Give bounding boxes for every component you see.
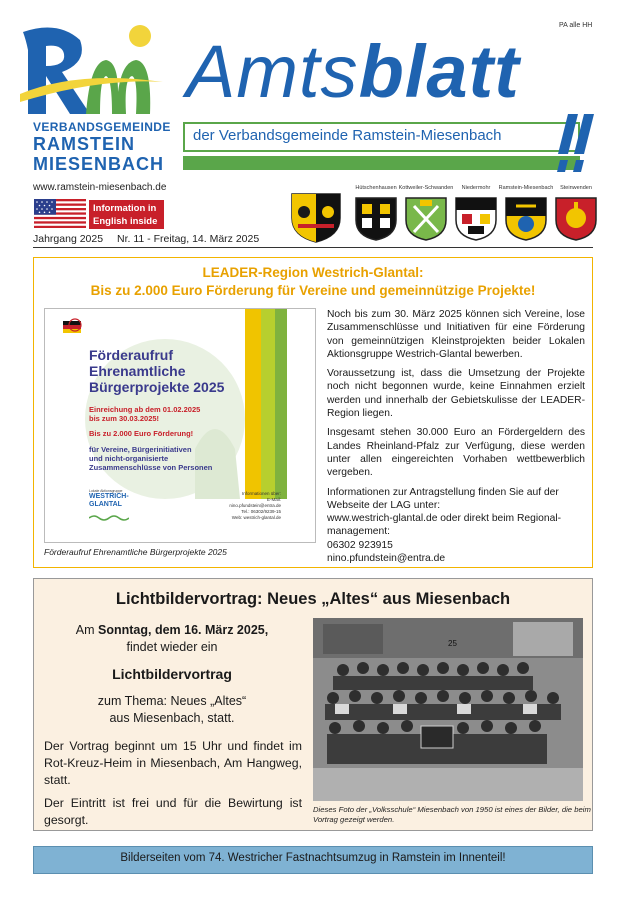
poster-contact [221, 491, 281, 521]
leader-contact-web-cont: management: [327, 526, 390, 538]
photo-sign-number: 25 [448, 639, 457, 648]
logo-text-miesenbach: MIESENBACH [33, 154, 165, 174]
masthead-part-amts: Amts [186, 30, 359, 113]
lag-logo-small: Lokale Aktionsgruppe [89, 489, 123, 493]
issue-date: Nr. 11 - Freitag, 14. März 2025 [117, 233, 260, 245]
leader-paragraph: Insgesamt stehen 30.000 Euro an Fördergeldern des Landes Rheinland-Pfalz zur Verfügung, diese werden unter allen eingereichten Vorhaben wettbewerblich vergeben. [327, 427, 585, 479]
poster-target [89, 445, 212, 472]
poster-info-web: Web: westrich-glantal.de [231, 515, 281, 520]
coat-of-arms-icon [288, 192, 344, 244]
english-info-badge[interactable] [89, 200, 164, 229]
masthead-title [186, 32, 520, 112]
crest-kottweiler-schwanden [398, 178, 454, 249]
event-topic-line1: zum Thema: Neues „Altes“ [97, 694, 247, 708]
poster-caption: Förderaufruf Ehrenamtliche Bürgerprojekte 2025 [44, 547, 227, 557]
coat-of-arms-icon [448, 192, 504, 244]
crest-name [288, 178, 344, 192]
lag-wave-icon [89, 514, 129, 522]
website-link[interactable]: www.ramstein-miesenbach.de [33, 182, 167, 193]
coat-of-arms-icon [548, 192, 604, 244]
lichtbilder-headline: Lichtbildervortrag: Neues „Altes“ aus Miesenbach [115, 590, 511, 608]
leader-paragraph: Noch bis zum 30. März 2025 können sich Vereine, lose Zusammenschlüsse und Initiativen für eine Förderung von gemeinnützigen Kleinstprojekten beider Lokalen Aktionsgruppe Westrich-Glantal bewerben. [327, 309, 585, 360]
poster-target-line2: und nicht-organisierte [89, 454, 169, 463]
leader-contact-phone[interactable]: 06302 923915 [327, 539, 393, 551]
crest-name: Niedermohr [461, 185, 491, 191]
header-divider [33, 247, 593, 248]
leader-contact-intro: Informationen zur Antragstellung finden Sie auf der Webseite der LAG unter: [327, 486, 559, 511]
bottom-banner-text: Bilderseiten vom 74. Westricher Fastnachtsumzug in Ramstein im Innenteil! [120, 852, 506, 864]
masthead-part-blatt: blatt [358, 30, 520, 113]
distribution-label: PA alle HH [559, 22, 593, 29]
masthead-green-bar [183, 156, 580, 170]
leader-contact-block [327, 486, 585, 566]
english-info-line1: Information in [93, 203, 157, 214]
english-info-line2: English inside [93, 216, 158, 227]
event-date-prefix: Am [75, 623, 99, 637]
poster-period-line1: Einreichung ab dem 01.02.2025 [89, 405, 201, 414]
volume-year: Jahrgang 2025 [33, 233, 104, 245]
crest-name: Hütschenhausen [355, 185, 397, 191]
leader-subheadline: Bis zu 2.000 Euro Förderung für Vereine und gemeinnützige Projekte! [90, 283, 536, 298]
crest-name: Kottweiler-Schwanden [398, 185, 454, 191]
event-type: Lichtbildervortrag [112, 666, 232, 682]
poster-target-line1: für Vereine, Bürgerinitiativen [89, 445, 192, 454]
crest-huetschenhausen [348, 178, 404, 249]
event-admission-paragraph: Der Eintritt ist frei und für die Bewirtung ist gesorgt. [44, 796, 302, 827]
event-details-paragraph: Der Vortrag beginnt um 15 Uhr und findet im Rot-Kreuz-Heim in Miesenbach, Am Hangweg, statt. [44, 739, 302, 787]
event-topic-line2: aus Miesenbach, statt. [109, 711, 235, 725]
poster-period-line2: bis zum 30.03.2025! [89, 414, 160, 423]
crest-ramstein-miesenbach [498, 178, 554, 249]
lag-logo [89, 489, 129, 527]
double-slash-decoration-icon [556, 114, 596, 176]
foerderaufruf-poster [44, 308, 316, 543]
leader-headline: LEADER-Region Westrich-Glantal: [202, 265, 424, 280]
poster-target-line3: Zusammenschlüsse von Personen [89, 463, 213, 472]
crest-verbandsgemeinde [288, 178, 344, 249]
poster-info-mail: E-Mail: nino.pfundstein@entra.de [229, 497, 281, 508]
event-date-line [44, 623, 300, 637]
leader-contact-web[interactable]: www.westrich-glantal.de oder direkt beim Regional- [327, 513, 562, 525]
event-intro-line: findet wieder ein [126, 640, 218, 654]
poster-period [89, 405, 200, 423]
poster-info-title: Informationen über: [241, 491, 281, 496]
masthead-subtitle: der Verbandsgemeinde Ramstein-Miesenbach [193, 127, 502, 144]
poster-title-line3: Bürgerprojekte 2025 [89, 379, 225, 395]
us-flag-icon [34, 199, 86, 228]
photo-caption: Dieses Foto der „Volksschule“ Miesenbach von 1950 ist eines der Bilder, die beim Vortrag gezeigt werden. [313, 805, 591, 824]
event-date: Sonntag, dem 16. März 2025, [98, 623, 269, 637]
poster-title [89, 347, 224, 395]
leader-paragraph: Voraussetzung ist, dass die Umsetzung der Projekte noch nicht begonnen wurde, keine Einnahmen erzielt werden und innerhalb der Gebietskulisse der LEADER-Region liegen. [327, 368, 585, 420]
vg-logo-mark-icon [18, 22, 168, 117]
crest-steinwenden [548, 178, 604, 249]
crest-name: Steinwenden [560, 185, 592, 191]
coat-of-arms-icon [348, 192, 404, 244]
coat-of-arms-icon [398, 192, 454, 244]
logo-text-verbandsgemeinde: VERBANDSGEMEINDE [33, 120, 171, 134]
poster-title-line2: Ehrenamtliche [89, 363, 186, 379]
crest-niedermohr [448, 178, 504, 249]
school-class-photo [313, 618, 583, 801]
logo-text-ramstein: RAMSTEIN [33, 134, 135, 154]
coat-of-arms-icon [498, 192, 554, 244]
leader-contact-email[interactable]: nino.pfundstein@entra.de [327, 553, 446, 565]
crest-name: Ramstein-Miesenbach [498, 185, 554, 191]
lag-logo-line1: WESTRICH- [89, 493, 129, 500]
poster-info-tel: Tel.: 06302/9239-15 [241, 509, 281, 514]
leader-article-body [327, 308, 585, 565]
lag-logo-line2: GLANTAL [89, 501, 122, 508]
poster-title-line1: Förderaufruf [89, 347, 173, 363]
poster-amount: Bis zu 2.000 Euro Förderung! [89, 429, 194, 438]
